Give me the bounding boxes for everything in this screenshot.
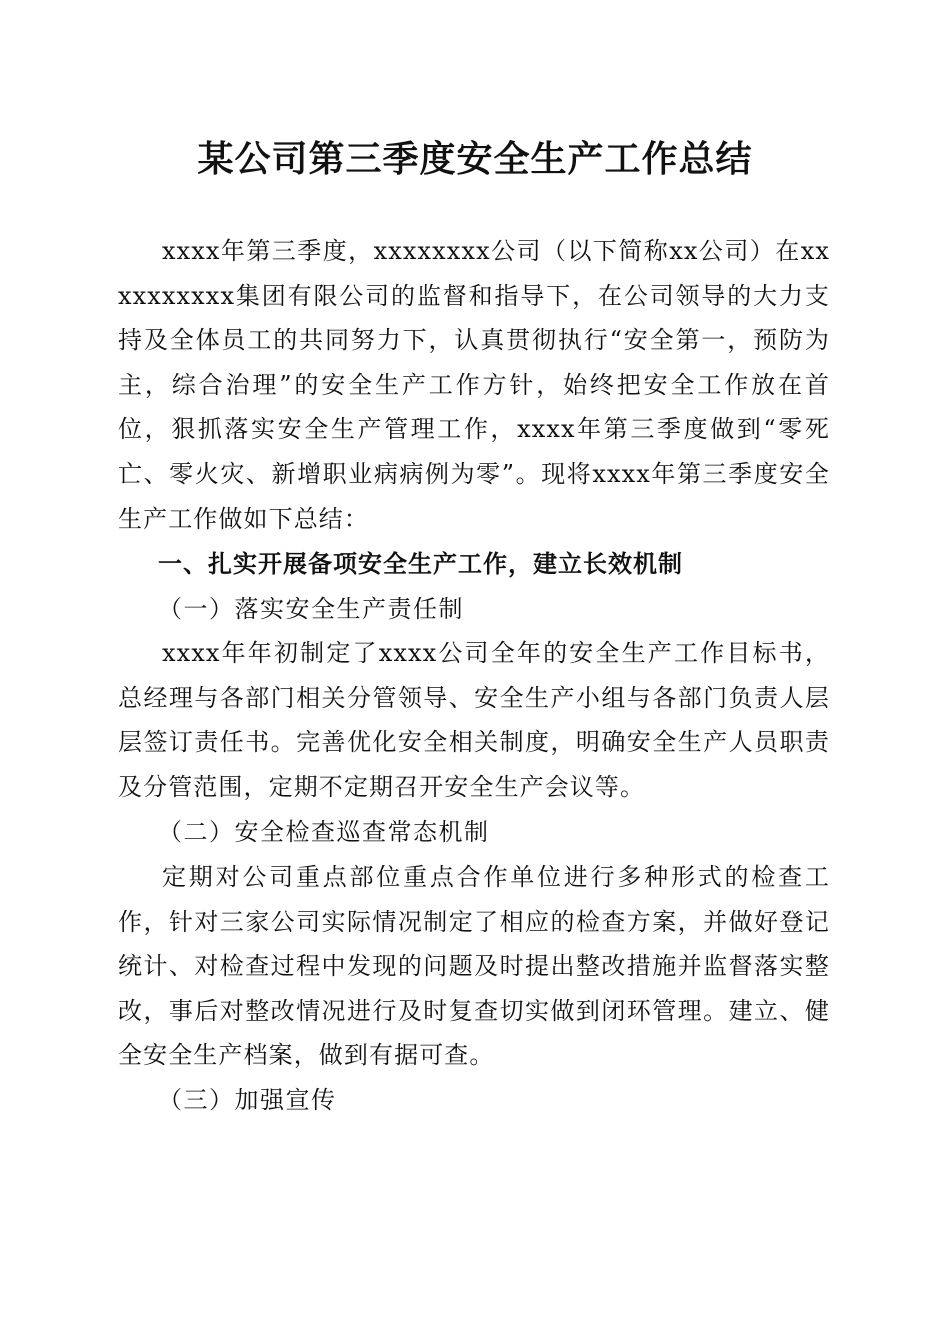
subsection-2-paragraph: 定期对公司重点部位重点合作单位进行多种形式的检查工作，针对三家公司实际情况制定了相应的检查方案，并做好登记统计、对检查过程中发现的问题及时提出整改措施并监督落实整改，事后对整改情况进行及时复查切实做到闭环管理。建立、健全安全生产档案，做到有据可查。 — [118, 863, 830, 1070]
subsection-3-heading: （三）加强宣传 — [158, 1086, 337, 1114]
subsection-1-heading: （一）落实安全生产责任制 — [158, 595, 464, 623]
subsection-1-paragraph: xxxx年年初制定了xxxx公司全年的安全生产工作目标书，总经理与各部门相关分管领导、安全生产小组与各部门负责人层层签订责任书。完善优化安全相关制度，明确安全生产人员职责及分管范围，定期不定期召开安全生产会议等。 — [118, 639, 830, 801]
section-1-heading: 一、扎实开展备项安全生产工作，建立长效机制 — [158, 550, 683, 578]
document-title: 某公司第三季度安全生产工作总结 — [197, 138, 753, 180]
intro-paragraph: xxxx年第三季度，xxxxxxxx公司（以下简称xx公司）在xxxxxxxxxx集团有限公司的监督和指导下，在公司领导的大力支持及全体员工的共同努力下，认真贯彻执行“安全第一，预防为主，综合治理”的安全生产工作方针，始终把安全工作放在首位，狠抓落实安全生产管理工作，xxxx年第三季度做到“零死亡、零火灾、新增职业病病例为零”。现将xxxx年第三季度安全生产工作做如下总结： — [118, 237, 830, 533]
subsection-2-heading: （二）安全检查巡查常态机制 — [158, 818, 490, 846]
